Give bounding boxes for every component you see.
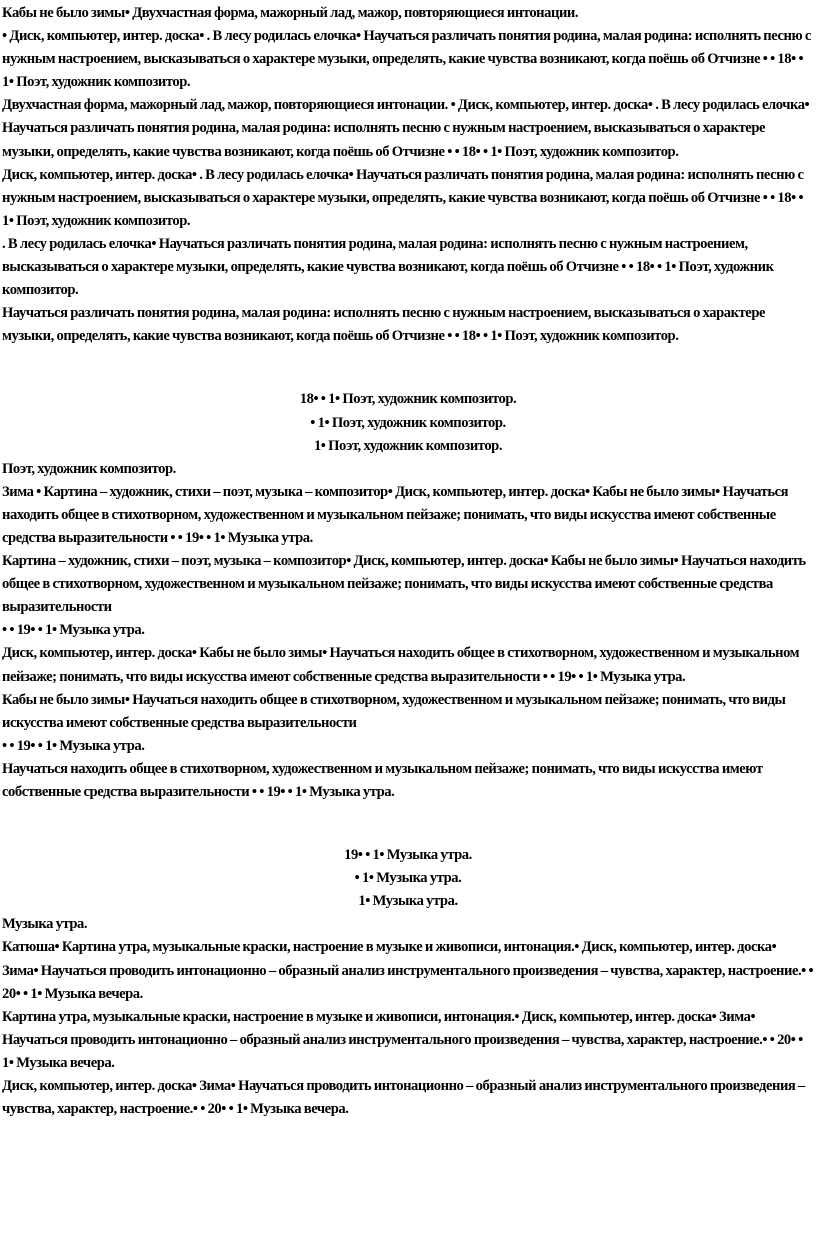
centered-line-4: 19• • 1• Музыка утра.: [344, 847, 472, 864]
paragraph-4: . В лесу родилась елочка• Научаться различать понятия родина, малая родина: исполнять песню с нужным настроением, высказываться о характере музыки, определять, какие чувства возникают, когда поёшь об Отчизне • • 18• • 1• Поэт, художник композитор.: [2, 235, 774, 299]
paragraph-3: Диск, компьютер, интер. доска• . В лесу родилась елочка• Научаться различать понятия родина, малая родина: исполнять песню с нужным настроением, высказываться о характере музыки, определять, какие чувства возникают, когда поёшь об Отчизне • • 18• • 1• Поэт, художник композитор.: [2, 166, 804, 229]
centered-line-6: 1• Музыка утра.: [358, 893, 458, 910]
paragraph-6: Поэт, художник композитор.: [2, 460, 176, 477]
spacer: [2, 804, 814, 844]
paragraph-10: Кабы не было зимы• Научаться находить общее в стихотворном, художественном и музыкальном пейзаже; понимать, что виды искусства имеют собственные средства выразительности • • 19• • 1• Музыка утра.: [2, 691, 786, 754]
paragraph-5: Научаться различать понятия родина, малая родина: исполнять песню с нужным настроением, высказываться о характере музыки, определять, какие чувства возникают, когда поёшь об Отчизне • • 18• • 1• Поэт, художник композитор.: [2, 305, 766, 345]
paragraph-2: Двухчастная форма, мажорный лад, мажор, повторяющиеся интонации. • Диск, компьютер, интер. доска• . В лесу родилась елочка• Научаться различать понятия родина, малая родина: исполнять песню с нужным настроением, высказываться о характере музыки, определять, какие чувства возникают, когда поёшь об Отчизне • • 18• • 1• Поэт, художник композитор.: [2, 97, 810, 160]
paragraph-8: Картина – художник, стихи – поэт, музыка – композитор• Диск, компьютер, интер. доска• Кабы не было зимы• Научаться находить общее в стихотворном, художественном и музыкальном пейзаже; понимать, что виды искусства имеют собственные средства выразительности • • 19• • 1• Музыка утра.: [2, 553, 806, 639]
paragraph-13: Катюша• Картина утра, музыкальные краски, настроение в музыке и живописи, интонация.• Диск, компьютер, интер. доска• Зима• Научаться проводить интонационно – образный анализ инструментального произведения – чувства, характер, настроение.• • 20• • 1• Музыка вечера.: [2, 939, 814, 1002]
paragraph-11: Научаться находить общее в стихотворном, художественном и музыкальном пейзаже; понимать, что виды искусства имеют собственные средства выразительности • • 19• • 1• Музыка утра.: [2, 760, 763, 800]
centered-line-1: 18• • 1• Поэт, художник композитор.: [299, 391, 517, 408]
paragraph-12: Музыка утра.: [2, 916, 88, 933]
spacer: [2, 348, 814, 388]
paragraph-15: Диск, компьютер, интер. доска• Зима• Научаться проводить интонационно – образный анализ инструментального произведения – чувства, характер, настроение.• • 20• • 1• Музыка вечера.: [2, 1078, 805, 1118]
paragraph-1: Кабы не было зимы• Двухчастная форма, мажорный лад, мажор, повторяющиеся интонации. • Диск, компьютер, интер. доска• . В лесу родилась елочка• Научаться различать понятия родина, малая родина: исполнять песню с нужным настроением, высказываться о характере музыки, определять, какие чувства возникают, когда поёшь об Отчизне • • 18• • 1• Поэт, художник композитор.: [2, 5, 811, 91]
paragraph-9: Диск, компьютер, интер. доска• Кабы не было зимы• Научаться находить общее в стихотворном, художественном и музыкальном пейзаже; понимать, что виды искусства имеют собственные средства выразительности • • 19• • 1• Музыка утра.: [2, 645, 800, 685]
paragraph-14: Картина утра, музыкальные краски, настроение в музыке и живописи, интонация.• Диск, компьютер, интер. доска• Зима• Научаться проводить интонационно – образный анализ инструментального произведения – чувства, характер, настроение.• • 20• • 1• Музыка вечера.: [2, 1008, 803, 1071]
paragraph-7: Зима • Картина – художник, стихи – поэт, музыка – композитор• Диск, компьютер, интер. доска• Кабы не было зимы• Научаться находить общее в стихотворном, художественном и музыкальном пейзаже; понимать, что виды искусства имеют собственные средства выразительности • • 19• • 1• Музыка утра.: [2, 483, 789, 546]
centered-line-3: 1• Поэт, художник композитор.: [313, 437, 503, 454]
centered-line-5: • 1• Музыка утра.: [354, 870, 462, 887]
centered-line-2: • 1• Поэт, художник композитор.: [310, 414, 506, 431]
